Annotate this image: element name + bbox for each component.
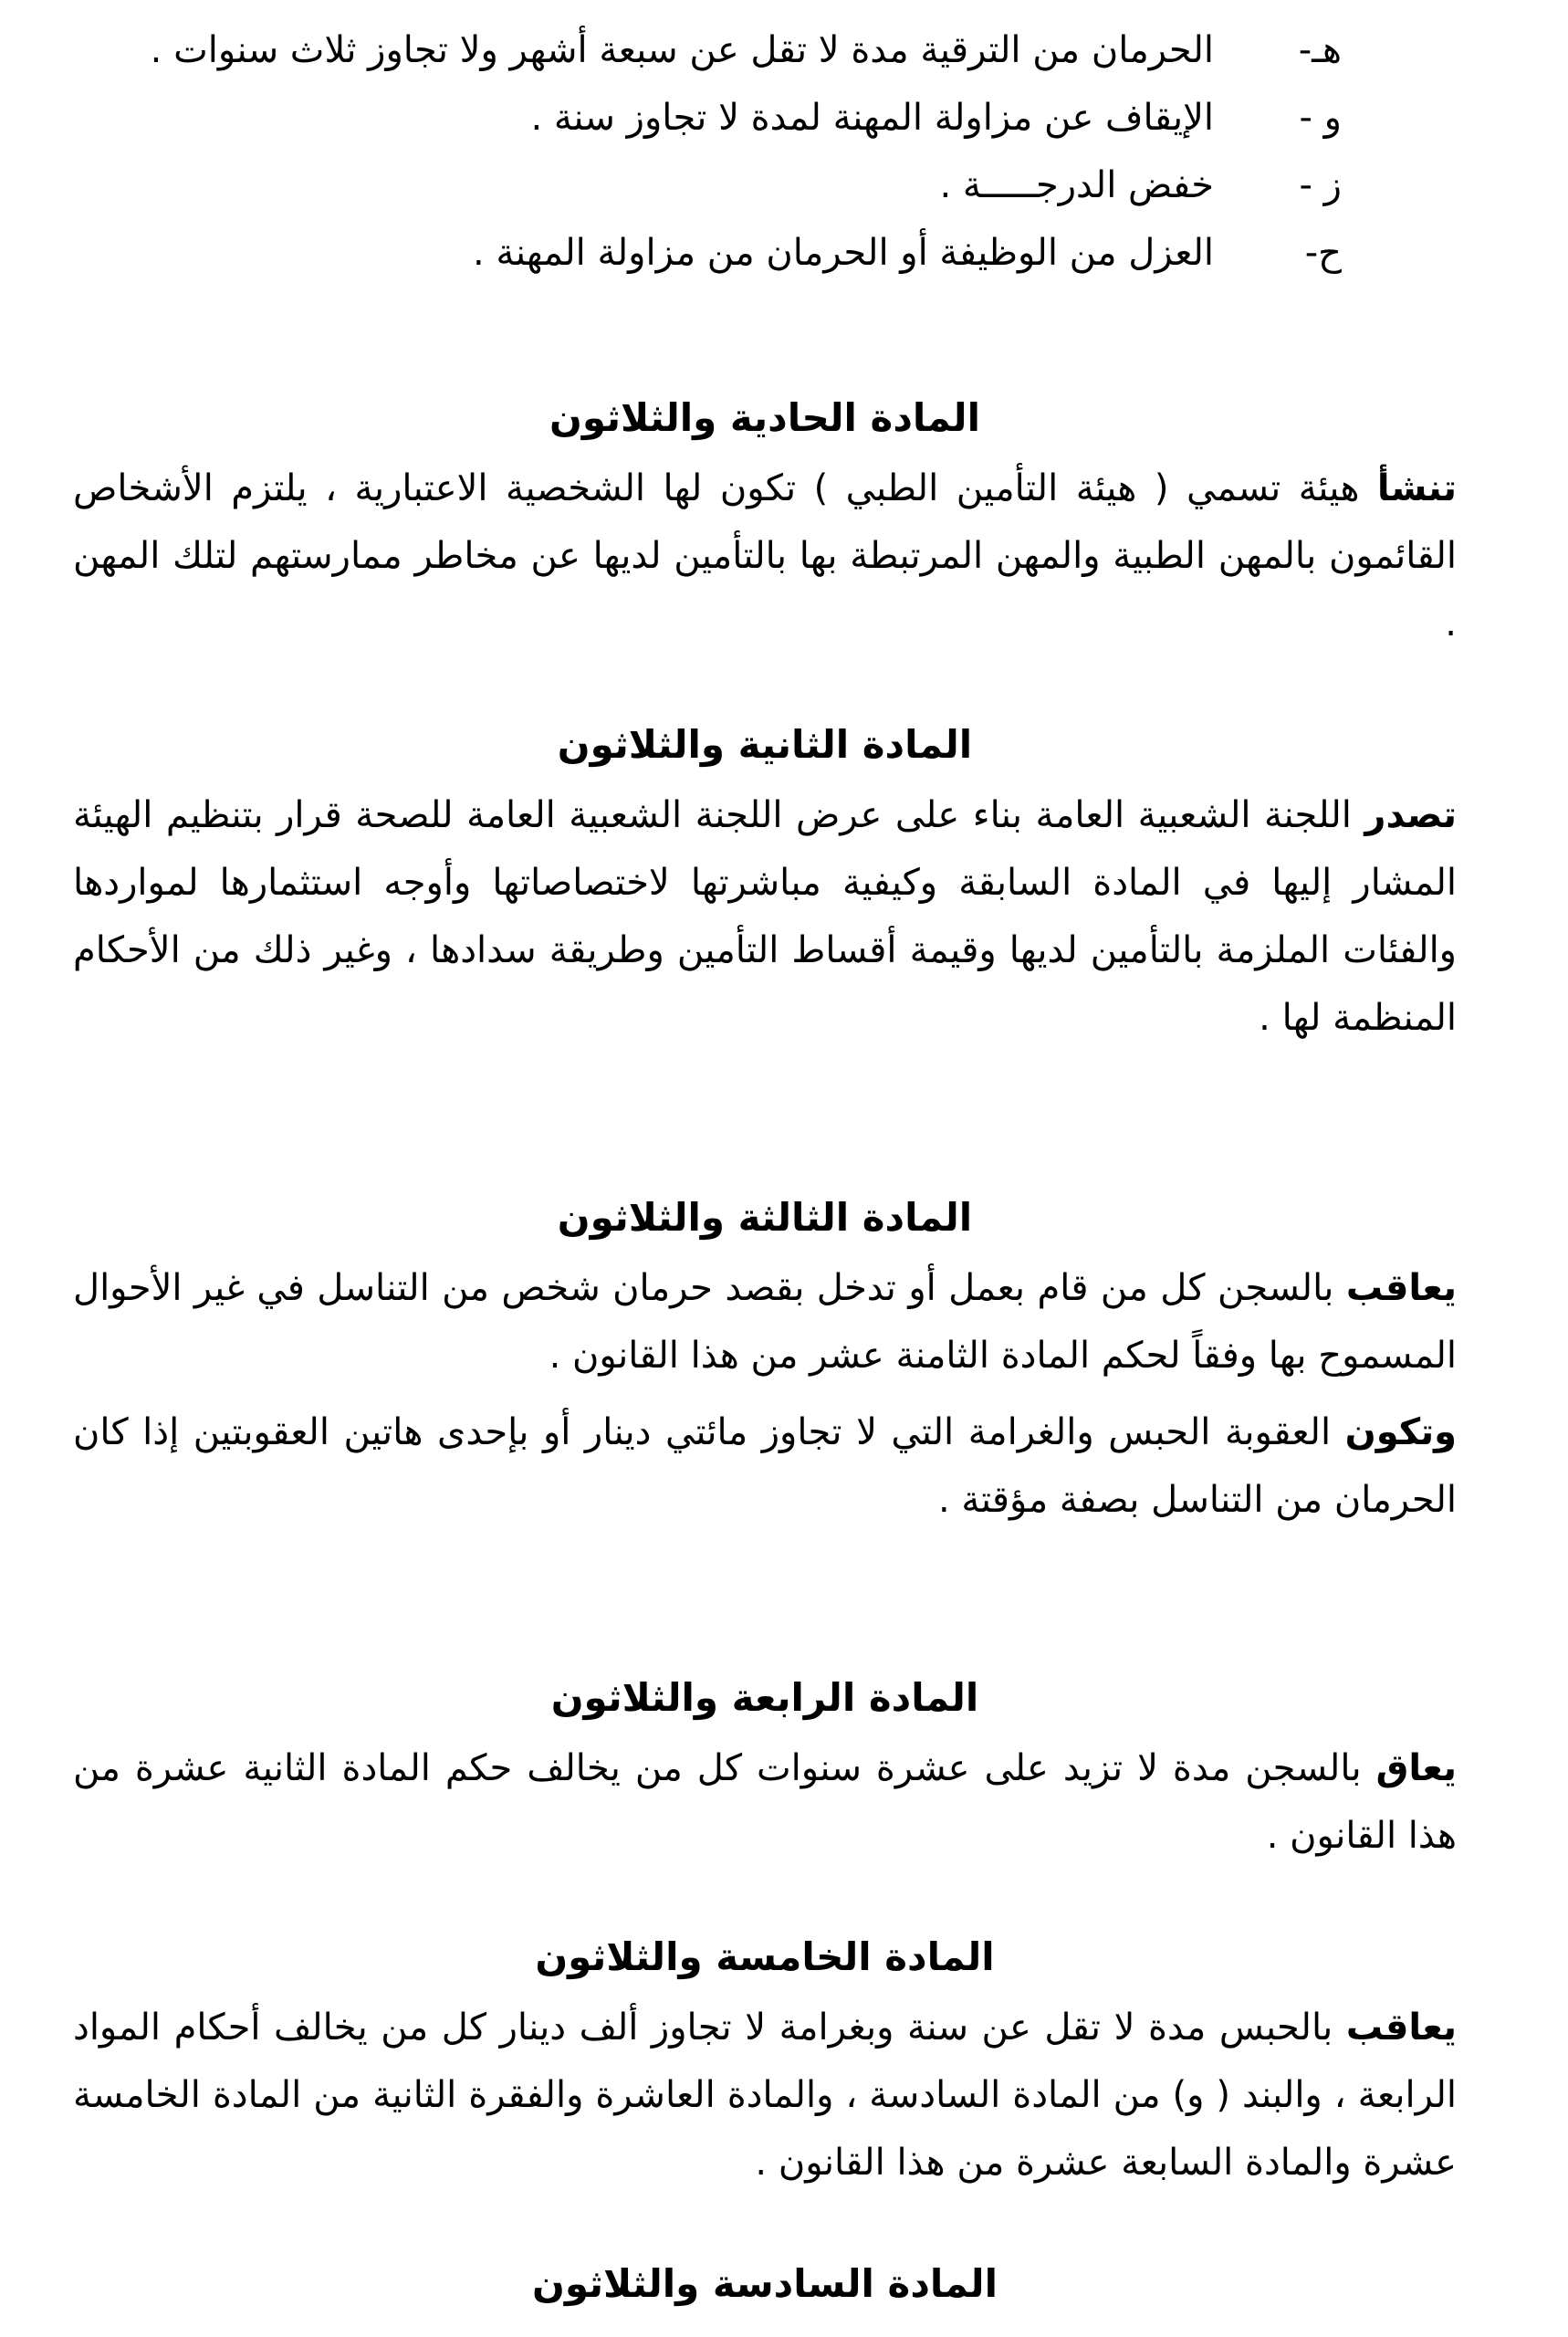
article-36	[73, 2257, 1457, 2311]
list-marker: و -	[1299, 97, 1342, 139]
article-paragraph	[73, 1254, 1457, 1389]
article-paragraph	[73, 1734, 1457, 1870]
list-text: الحرمان من الترقية مدة لا تقل عن سبعة أشهر ولا تجاوز ثلاث سنوات .	[150, 29, 1214, 71]
article-32	[73, 718, 1457, 1052]
paragraph-lead: يعاقب	[1345, 1267, 1457, 1309]
paragraph-lead: تنشأ	[1376, 467, 1457, 509]
penalties-list	[73, 16, 1342, 287]
article-heading: المادة الثالثة والثلاثون	[557, 1195, 973, 1240]
list-item	[73, 84, 1342, 152]
paragraph-body: هيئة تسمي ( هيئة التأمين الطبي ) تكون لها الشخصية الاعتبارية ، يلتزم الأشخاص القائمون بالمهن الطبية والمهن المرتبطة بها بالتأمين لديها عن مخاطر ممارستهم لتلك المهن .	[73, 467, 1457, 645]
list-marker: ح-	[1304, 232, 1342, 274]
article-paragraph	[73, 455, 1457, 657]
article-35	[73, 1930, 1457, 2196]
paragraph-body: بالسجن كل من قام بعمل أو تدخل بقصد حرمان شخص من التناسل في غير الأحوال المسموح بها وفقاً لحكم المادة الثامنة عشر من هذا القانون .	[73, 1267, 1457, 1377]
paragraph-body: العقوبة الحبس والغرامة التي لا تجاوز مائتي دينار أو بإحدى هاتين العقوبتين إذا كان الحرمان من التناسل بصفة مؤقتة .	[73, 1411, 1457, 1521]
article-34	[73, 1671, 1457, 1870]
paragraph-lead: يعاقب	[1345, 2007, 1457, 2049]
paragraph-lead: تصدر	[1364, 794, 1457, 836]
article-33	[73, 1190, 1457, 1534]
paragraph-lead: يعاق	[1375, 1747, 1457, 1789]
article-heading: المادة السادسة والثلاثون	[532, 2261, 998, 2306]
article-31	[73, 391, 1457, 657]
paragraph-body: بالسجن مدة لا تزيد على عشرة سنوات كل من يخالف حكم المادة الثانية عشرة من هذا القانون .	[73, 1747, 1457, 1857]
article-paragraph	[73, 1399, 1457, 1534]
list-marker: هـ-	[1298, 29, 1342, 71]
paragraph-body: بالحبس مدة لا تقل عن سنة وبغرامة لا تجاوز ألف دينار كل من يخالف أحكام المواد الرابعة ، والبند ( و) من المادة السادسة ، والمادة العاشرة والفقرة الثانية من المادة الخامسة عشرة والمادة السابعة عشرة من هذا القانون .	[73, 2007, 1457, 2184]
article-heading: المادة الخامسة والثلاثون	[535, 1934, 995, 1979]
list-item	[73, 219, 1342, 287]
list-text: العزل من الوظيفة أو الحرمان من مزاولة المهنة .	[472, 232, 1214, 274]
list-marker: ز -	[1299, 164, 1342, 206]
list-text: خفض الدرجـــــة .	[939, 164, 1214, 206]
article-paragraph	[73, 1994, 1457, 2196]
article-paragraph	[73, 781, 1457, 1052]
list-text: الإيقاف عن مزاولة المهنة لمدة لا تجاوز سنة .	[530, 97, 1214, 139]
list-item	[73, 152, 1342, 219]
paragraph-lead: وتكون	[1344, 1411, 1457, 1453]
paragraph-body: اللجنة الشعبية العامة بناء على عرض اللجنة الشعبية العامة للصحة قرار بتنظيم الهيئة المشار إليها في المادة السابقة وكيفية مباشرتها لاختصاصاتها وأوجه استثمارها لمواردها والفئات الملزمة بالتأمين لديها وقيمة أقساط التأمين وطريقة سدادها ، وغير ذلك من الأحكام المنظمة لها .	[73, 794, 1457, 1039]
article-heading: المادة الرابعة والثلاثون	[550, 1675, 979, 1720]
article-heading: المادة الحادية والثلاثون	[549, 395, 980, 440]
article-heading: المادة الثانية والثلاثون	[557, 722, 973, 767]
list-item	[73, 16, 1342, 84]
